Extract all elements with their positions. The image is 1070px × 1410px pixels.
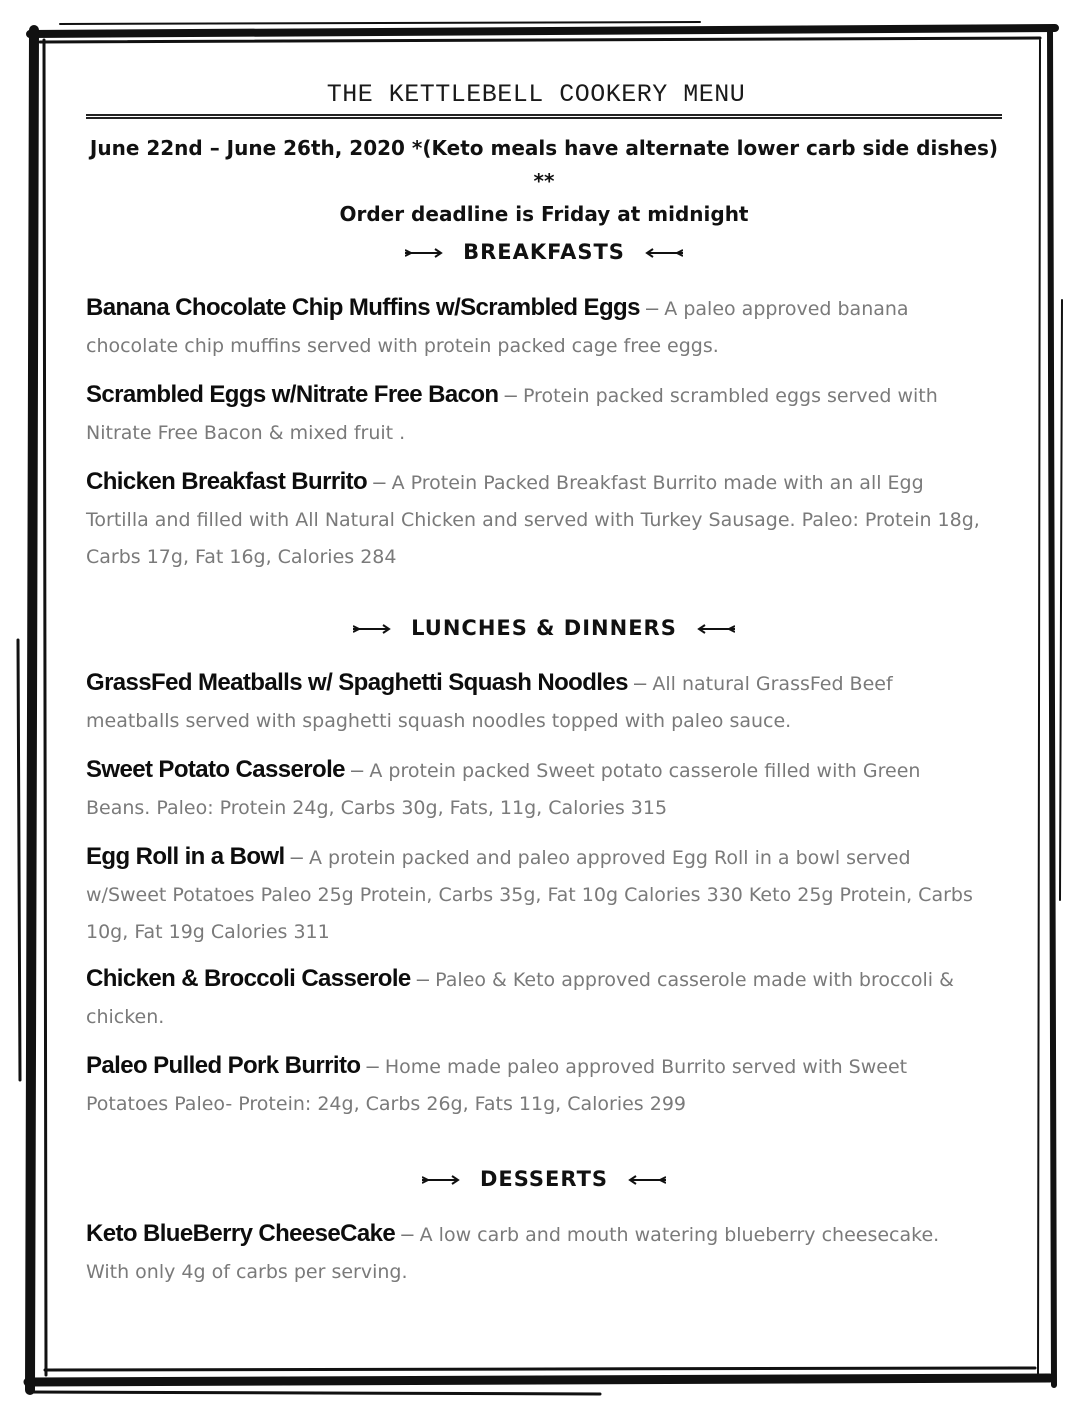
item-dash: –: [498, 382, 523, 407]
item-description: A low carb and mouth watering blueberry cheesecake. With only 4g of carbs per serving.: [86, 1224, 940, 1283]
menu-item: [86, 377, 986, 451]
item-dash: –: [360, 1053, 385, 1078]
menu-page: [86, 70, 999, 1283]
section-heading-lunches-dinners: [86, 616, 1002, 646]
title-double-rule: [86, 114, 1002, 119]
menu-item: [86, 752, 986, 826]
item-name: Chicken & Broccoli Casserole: [86, 965, 411, 992]
item-description: All natural GrassFed Beef meatballs served with spaghetti squash noodles topped with paleo sauce.: [86, 673, 893, 732]
arrow-left-icon: [626, 1175, 666, 1185]
menu-title: THE KETTLEBELL COOKERY MENU: [326, 80, 746, 109]
menu-item: [86, 290, 986, 364]
item-description: A Protein Packed Breakfast Burrito made with an all Egg Tortilla and filled with All Natural Chicken and served with Turkey Sausage. Paleo: Protein 18g, Carbs 17g, Fat 16g, Calories 284: [86, 472, 980, 568]
item-name: Egg Roll in a Bowl: [86, 843, 285, 870]
section-heading-breakfasts: [86, 240, 1002, 270]
menu-item: [86, 464, 986, 575]
item-dash: –: [284, 844, 310, 869]
item-description: A protein packed and paleo approved Egg Roll in a bowl served w/Sweet Potatoes Paleo 25g Protein, Carbs 35g, Fat 10g Calories 330 Keto 25g Protein, Carbs 10g, Fat 19g Calories 311: [86, 847, 973, 943]
item-dash: –: [395, 1221, 420, 1246]
item-description: Home made paleo approved Burrito served with Sweet Potatoes Paleo- Protein: 24g, Carbs 26g, Fats 11g, Calories 299: [86, 1056, 908, 1115]
arrow-left-icon: [643, 248, 683, 258]
arrow-right-icon: [405, 248, 445, 258]
item-dash: –: [344, 757, 370, 782]
item-dash: –: [367, 469, 392, 494]
item-dash: –: [410, 966, 436, 991]
menu-item: [86, 665, 986, 739]
menu-subtitle: [86, 132, 1002, 231]
date-line: June 22nd – June 26th, 2020 *(Keto meals have alternate lower carb side dishes) **: [89, 136, 999, 193]
item-description: Paleo & Keto approved casserole made with broccoli & chicken.: [86, 969, 954, 1028]
section-heading-label: LUNCHES & DINNERS: [411, 616, 677, 640]
item-name: Keto BlueBerry CheeseCake: [86, 1220, 396, 1247]
section-heading-label: DESSERTS: [479, 1167, 609, 1191]
item-description: A paleo approved banana chocolate chip muffins served with protein packed cage free eggs.: [86, 298, 909, 357]
section-heading-label: BREAKFASTS: [463, 240, 625, 264]
arrow-right-icon: [353, 624, 393, 634]
arrow-left-icon: [695, 624, 735, 634]
arrow-right-icon: [422, 1175, 462, 1185]
menu-item: [86, 961, 986, 1035]
item-name: Banana Chocolate Chip Muffins w/Scrambled Eggs: [86, 294, 640, 321]
item-dash: –: [639, 295, 665, 320]
section-heading-desserts: [86, 1167, 1002, 1197]
menu-item: [86, 1216, 986, 1290]
item-name: Paleo Pulled Pork Burrito: [86, 1052, 361, 1079]
item-dash: –: [627, 670, 653, 695]
menu-item: [86, 1048, 986, 1122]
menu-item: [86, 839, 986, 950]
deadline-line: Order deadline is Friday at midnight: [339, 202, 749, 226]
item-description: A protein packed Sweet potato casserole filled with Green Beans. Paleo: Protein 24g, Carbs 30g, Fats, 11g, Calories 315: [86, 760, 921, 819]
item-name: GrassFed Meatballs w/ Spaghetti Squash Noodles: [86, 669, 628, 696]
item-name: Chicken Breakfast Burrito: [86, 468, 368, 495]
item-name: Scrambled Eggs w/Nitrate Free Bacon: [86, 381, 499, 408]
item-description: Protein packed scrambled eggs served with Nitrate Free Bacon & mixed fruit .: [86, 385, 938, 444]
item-name: Sweet Potato Casserole: [86, 756, 345, 783]
